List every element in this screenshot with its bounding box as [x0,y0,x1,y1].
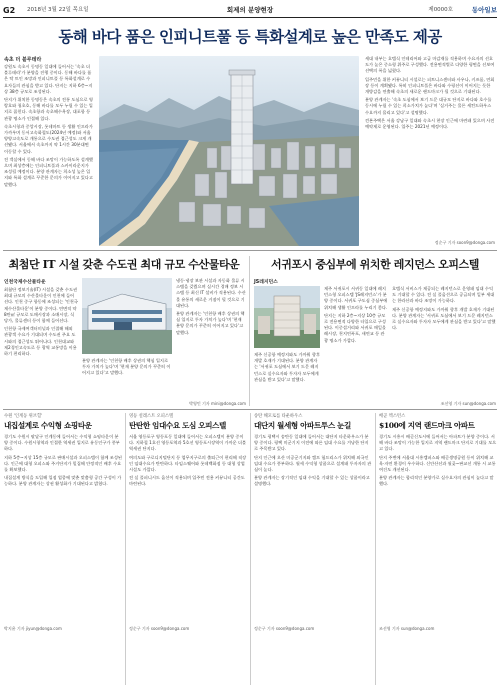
section-divider [3,250,497,251]
paragraph: 강원도 속초시 동명동 일대에 들어서는 '속초 더 블루테라'가 분양을 진행 중이다. 동해 바다를 품은 탁 트인 조망과 인피니트풀 등 특화설계로 수요자들의 관심을 받고 있다. 단지는 지하 6층~지상 38층 규모로 조성된다. [4,64,93,94]
issue-number: 제0000호 [428,7,453,13]
bottom-article-byline: 조선영 기자 sun@donga.com [379,626,435,631]
residence-tower-photo [254,286,320,348]
paragraph: 단지 인근에 오산 미공군기지와 캠프 험프리스가 위치해 외국인 임대 수요가 풍부하다. 월세 수익형 상품으로 설계돼 투자자의 관심이 높다. [254,454,372,473]
bottom-article-text [4,434,122,624]
coastal-city-photo [99,56,359,246]
middle-right-headline: 서귀포시 중심부에 위치한 레지던스 오피스텔 [270,258,479,271]
paragraph: 입주민을 위한 커뮤니티 시설로는 피트니스센터와 사우나, 키즈룸, 연회장 등이 계획됐다. 특히 인피니트풀은 바다와 수평선이 이어지는 듯한 개방감을 연출해 속초의 새로운 랜드마크가 될 것으로 기대된다. [365,76,495,95]
bottom-article-kicker: 영등 설레스트 오피스텔 [129,414,174,419]
paragraph: 전 객실에서 동해 바다 조망이 가능하도록 설계했으며 최상층에는 인피니트풀과 스카이라운지가 조성될 예정이다. 분양 관계자는 희소성 높은 입지와 특화 설계로 꾸준한 문의가 이어지고 있다고 말했다. [4,156,93,187]
paragraph: 견본주택은 서울 강남구 일대와 속초시 현장 인근에 마련돼 있으며 사전 예약제로 운영된다. 입주는 2021년 예정이다. [365,117,495,130]
bottom-article-text [379,434,497,624]
paragraph: 지하 5층~지상 15층 규모로 판매시설과 오피스텔이 함께 조성된다. 인근에 대형 오피스와 주거단지가 밀집해 안정적인 배후 수요를 확보했다. [4,454,122,473]
bottom-article-byline: 정순구 기자 soon9@donga.com [254,626,315,631]
bottom-article-byline: 박지윤 기자 jiyun@donga.com [4,626,62,631]
paragraph: 전 실 풀퍼니시드 옵션이 적용되며 입주민 전용 커뮤니티 공간도 마련된다. [129,475,245,487]
bottom-article-1 [4,413,122,688]
middle-left-headline: 최첨단 IT 시설 갖춘 수도권 최대 규모 수산물타운 [8,258,240,271]
middle-right-text-col2 [392,286,496,398]
bottom-article-3 [254,413,372,688]
bottom-article-headline: 탄탄한 임대수요 도심 오피스텔 [129,421,226,430]
bottom-article-kicker: 수원 '인계동 위브힐' [4,414,43,419]
section-divider [3,409,497,410]
coastal-city-illustration [99,56,359,246]
issue-date: 2018년 3월 22일 목요일 [27,7,89,13]
paragraph: 경기도 수원시 팔달구 인계동에 들어서는 수익형 쇼핑타운이 분양 중이다. 수원시청역과 인접한 역세권 입지로 유동인구가 풍부하다. [4,434,120,452]
paragraph: 제주 서귀포시 서귀동 일대에 레지던스형 오피스텔 'JS레지던스'가 분양 중이다. 서귀포 구도심 중심부에 위치해 생활 인프라를 누리기 좋다. [324,286,388,310]
top-article-kicker: 속초 더 블루테라 [4,57,42,63]
paragraph: 최첨단 정보기술(IT) 시설을 갖춘 수도권 최대 규모의 수산물타운이 인천에 들어선다. 인천 중구 항동에 조성되는 '인천국제수산물타운'이 분양 중이다. 연면적 약 8만㎡ 규모로 도매시장과 소매시장, 식당가, 물류센터 등이 함께 들어선다. [4,287,78,324]
bottom-article-headline: 내집설계로 수익형 쇼핑타운 [4,421,92,430]
page-number: G2 [3,6,16,15]
middle-right-text-col1 [324,286,388,398]
middle-left-byline: 박영민 기자 mini@donga.com [189,401,246,406]
top-article-left-text [4,64,94,242]
paragraph: 분양 관계자는 '인천항 배후 상권의 핵심 입지로 투자 가치가 높다'며 '현재 분양 문의가 꾸준히 이어지고 있다'고 말했다. [176,311,245,335]
paragraph: 분양 관계자는 장기적인 임대 수익을 기대할 수 있는 상품이라고 설명했다. [254,475,370,487]
bottom-article-kicker: 송탄 해모로를 타운하우스 [254,414,303,419]
bottom-article-4 [379,413,497,688]
seafood-market-illustration [82,278,172,354]
middle-left-text-col1 [4,287,78,399]
column-divider [375,413,376,685]
middle-left-text-col3 [176,278,246,398]
bottom-article-headline: $100에 지역 랜드마크 아파트 [379,421,475,430]
middle-right-byline: 조선영 기자 sun@donga.com [440,401,496,406]
middle-right-kicker: JS레지던스 [254,280,278,285]
seafood-market-photo [82,278,172,354]
paragraph: 여의도와 구로디지털단지 등 업무지구로의 출퇴근이 편리해 직장인 임대수요가 탄탄하다. 타임스퀘어와 롯데백화점 등 대형 상업시설도 가깝다. [129,454,247,473]
paragraph: 속초시청과 중앙시장, 롯데마트 등 생활 인프라가 가까우며 동서고속화철도(2024년 예정)와 서울양양고속도로 개통으로 수도권 접근성도 크게 개선됐다. 서울에서 속초까지 약 1시간 30분대면 이동할 수 있다. [4,123,93,154]
paragraph: 단지는 지하 2층~지상 10층 규모로 전용면적 다양한 타입으로 구성된다. 이중섭거리와 서귀포 매일올레시장, 천지연폭포, 새연교 등 관광 명소가 가깝다. [324,312,386,343]
paragraph: 세대 내부는 호텔식 인테리어와 고급 마감재를 적용하며 수요자의 선호도가 높은 중소형 위주로 구성했다. 전용면적별로 다양한 평면을 선보여 선택의 폭을 넓혔다. [365,56,495,74]
newspaper-logo: 동아일보 [471,6,497,14]
bottom-article-text [129,434,247,624]
middle-left-text-under-photo [82,358,172,402]
middle-left-kicker: 인천국제수산물타운 [4,280,46,285]
paragraph: 단지가 위치한 동명동은 속초의 전통 도심으로 영랑호와 청초호, 동해 바다를 모두 누릴 수 있는 입지로 꼽힌다. 속초항과 속초해수욕장, 대포항 등 관광 명소가 인접해 있다. [4,97,93,121]
paragraph: 인천항 국제여객터미널과 인접해 해외 관광객 수요가 기대되며 수도권 주요 도시와의 접근성도 뛰어나다. 인천대교와 제2경인고속도로 등 광역 교통망을 이용하기 편리하다. [4,326,77,357]
column-divider [125,413,126,685]
paragraph: 내집설계 방식을 도입해 입점 업종에 맞춘 맞춤형 공간 구성이 가능하다. 분양 관계자는 상권 활성화가 기대된다고 밝혔다. [4,475,122,487]
paragraph: 경기도 시흥시 배곧신도시에 들어서는 아파트가 분양 중이다. 서해 바다 조망이 가능한 입지로 지역 랜드마크 단지로 기대를 모으고 있다. [379,434,497,452]
paragraph: 냉동·냉장 보관 시설과 자동화 물류 시스템을 갖췄으며 실시간 경매 정보 시스템 등 최신 IT 설비가 적용된다. 수산물 유통의 새로운 거점이 될 것으로 기대된다. [176,278,246,308]
paragraph: 분양 관계자는 합리적인 분양가로 실수요자의 관심이 높다고 말했다. [379,475,494,487]
bottom-article-headline: 대단지 월세형 아파트투스 눈길 [254,421,351,430]
column-divider [250,413,251,685]
paragraph: 제주 신공항 예정지와도 가까워 향후 개발 호재가 기대된다. 분양 관계자는 '서귀포 도심에서 보기 드문 레지던스로 실수요자와 투자자 모두에게 관심을 받고 있다'고 말했다. [392,306,496,331]
paragraph: 호텔식 서비스가 제공되는 레지던스로 운영돼 임대 수익도 기대할 수 있다. 전 실 풀옵션으로 공급되며 일부 세대는 한라산과 바다 조망이 가능하다. [392,286,495,304]
section-title: 회제의 분양현장 [226,6,274,14]
bottom-article-2 [129,413,247,688]
paragraph: 분양 관계자는 '속초 도심에서 보기 드문 대규모 단지로 바다와 호수를 동시에 누릴 수 있는 희소가치가 높다'며 '실거주는 물론 세컨드하우스 수요까지 몰리고 있다'고 설명했다. [365,97,492,115]
paragraph: 제주 신공항 예정지와도 가까워 향후 개발 호재가 기대된다. 분양 관계자는 '서귀포 도심에서 보기 드문 레지던스로 실수요자와 투자자 모두에게 관심을 받고 있다'고 말했다. [254,352,320,382]
bottom-article-kicker: 배곧 엑스턴스 [379,414,406,419]
top-article-right-text [365,56,495,238]
column-divider [249,256,250,406]
top-article-byline: 정순구 기자 soon9@donga.com [434,240,495,245]
paragraph: 경기도 평택시 송탄동 일대에 들어서는 대단지 타운하우스가 분양 중이다. 평택 미군기지 이전에 따른 임대 수요를 겨냥한 단지로 주목받고 있다. [254,434,369,452]
paragraph: 단지 주변에 서울대 시흥캠퍼스와 배곧생명공원 등이 위치해 교육·자연 환경이 우수하다. 신안산선과 월곶~판교선 개통 시 교통 여건도 개선된다. [379,454,496,473]
bottom-article-byline: 정순구 기자 soon9@donga.com [129,626,190,631]
middle-right-text-under-photo [254,352,320,398]
paragraph: 서울 영등포구 영등포동 일대에 들어서는 오피스텔이 분양 중이다. 지하철 1호선 영등포역과 5호선 영등포시장역이 가까운 더블 역세권 단지다. [129,434,247,452]
residence-illustration [254,286,320,348]
bottom-article-text [254,434,372,624]
main-headline: 동해 바다 품은 인피니트풀 등 특화설계로 높은 만족도 제공 [58,27,442,46]
page-header [3,4,497,18]
paragraph: 분양 관계자는 '인천항 배후 상권의 핵심 입지로 투자 가치가 높다'며 '현재 분양 문의가 꾸준히 이어지고 있다'고 말했다. [82,358,171,376]
